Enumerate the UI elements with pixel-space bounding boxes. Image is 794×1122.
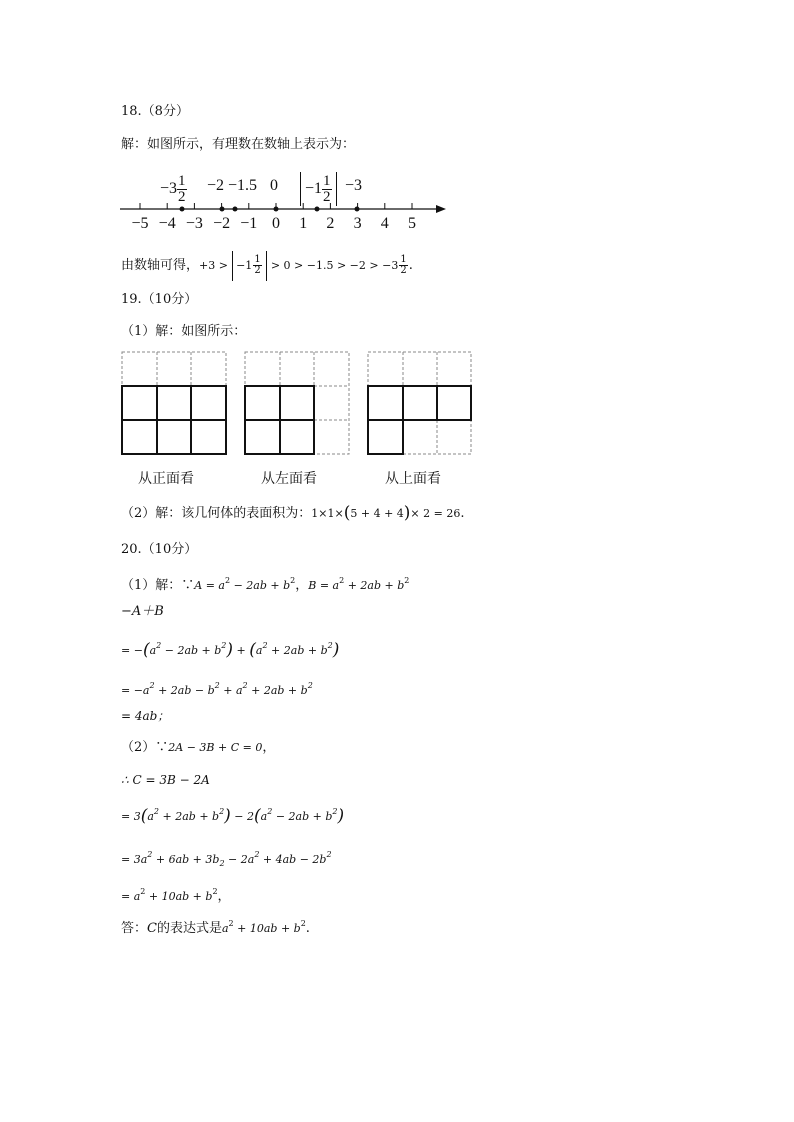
label-neg2-neg1.5: −2 −1.5 [207,177,258,194]
q20-line9: = $3a^2 + 6ab + 3b_2 - 2a^2 + 4ab - 2b^2$ [121,850,332,868]
label-neg-three-half: −3 $\frac{1}{2}$ [160,173,186,205]
axis-tick-label: 1 [299,215,308,232]
caption-front-view: 从正面看 [138,471,194,487]
q19-header: 19.（10分） [121,292,198,307]
q20-line8: = $3(a^2 + 2ab + b^2) - 2(a^2 - 2ab + b^2)$ [121,806,345,826]
axis-tick-label: −4 [158,215,176,232]
axis-tick-label: 2 [326,215,335,232]
caption-left-view: 从左面看 [261,471,317,487]
axis-tick-label: −5 [131,215,149,232]
q18-conclusion: 由数轴可得，+3 > −1 $\frac{1}{2}$ > 0 > −1.5 > −2 > −3 $\frac{1}{2}$ . [121,250,413,282]
label-neg3-right: −3 [345,177,363,194]
axis-tick-label: −3 [185,215,203,232]
axis-tick-label: 0 [272,215,280,232]
caption-top-view: 从上面看 [385,471,441,487]
label-zero: 0 [270,177,278,194]
q18-header: 18.（8分） [121,104,189,119]
axis-tick-label: −2 [213,215,231,232]
top-view-solid [368,386,471,420]
label-abs-neg-one-half: −1 $\frac{1}{2}$ [300,172,337,206]
q20-line4: = $-a^2 + 2ab - b^2 + a^2 + 2ab + b^2$ [121,681,313,697]
q20-line7: ∴ C = 3B − 2A [121,773,210,787]
q20-answer: 答：C的表达式是$a^2 + 10ab + b^2$. [121,919,310,936]
q19-part1: （1）解：如图所示： [121,324,247,339]
q20-line10: = $a^2 + 10ab + b^2$， [121,887,231,904]
three-views-diagram [0,0,794,470]
q20-line3: = $-(a^2 - 2ab + b^2) + (a^2 + 2ab + b^2)$ [121,640,340,660]
axis-tick-label: −1 [240,215,258,232]
q20-line2: −A＋B [121,604,164,619]
q20-header: 20.（10分） [121,542,198,557]
axis-tick-label: 4 [380,215,389,232]
q20-line6: （2）∵2A − 3B + C = 0， [121,740,276,755]
axis-tick-label: 5 [408,215,416,232]
q20-line1: （1）解：∵A = $a^2 - 2ab + b^2$，$B = a^2 + 2ab + b^2$ [121,576,410,593]
q20-line5: = 4ab； [121,709,170,723]
q19-part2: （2）解：该几何体的表面积为：1×1×(5 + 4 + 4)× 2 = 26. [121,503,465,523]
q18-intro: 解：如图所示，有理数在数轴上表示为： [121,137,356,152]
axis-tick-label: 3 [353,215,362,232]
